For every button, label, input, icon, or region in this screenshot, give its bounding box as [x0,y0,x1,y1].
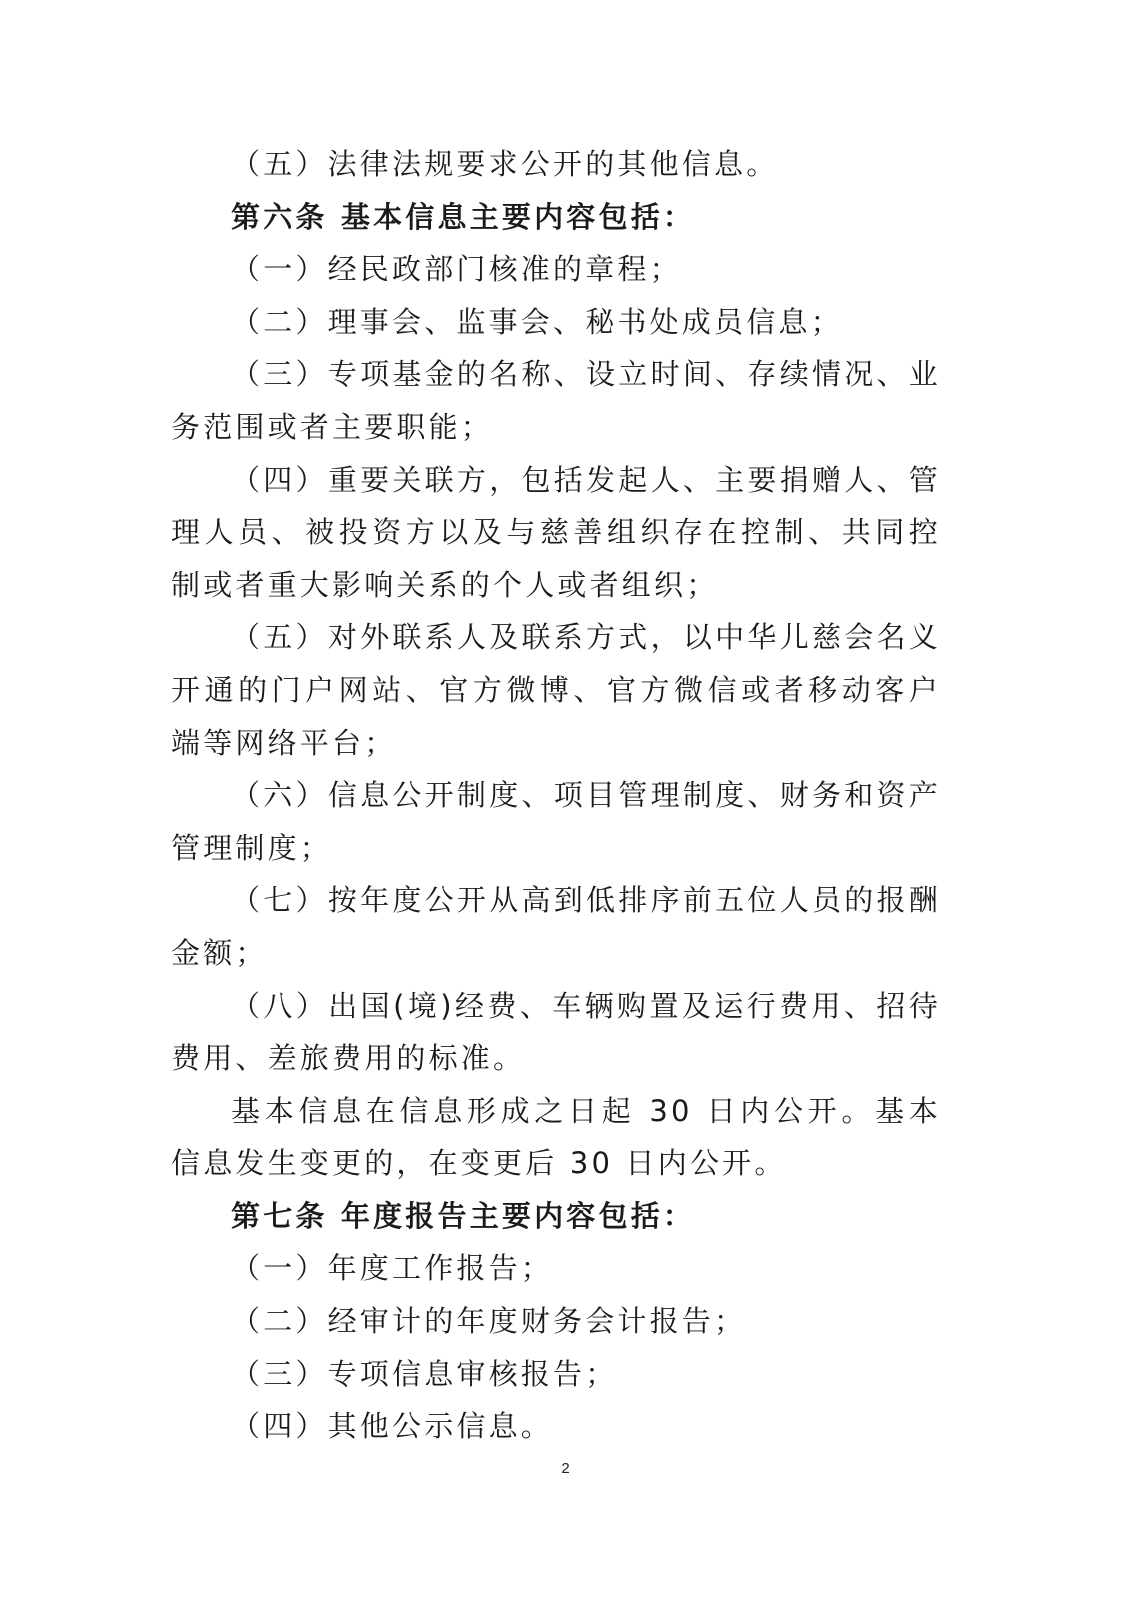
paragraph-special-audit-report: （三）专项信息审核报告； [231,1356,618,1391]
paragraph-top5-compensation: （七）按年度公开从高到低排序前五位人员的报酬金额； [171,883,941,970]
article-6-heading: 第六条 基本信息主要内容包括： [231,199,696,234]
paragraph-other-public-info: （四）其他公示信息。 [231,1409,554,1444]
document-body [171,138,941,1453]
paragraph-management-systems: （六）信息公开制度、项目管理制度、财务和资产管理制度； [171,778,941,865]
paragraph-item-5-other-info: （五）法律法规要求公开的其他信息。 [231,147,779,181]
paragraph-annual-work-report: （一）年度工作报告； [231,1251,554,1286]
paragraph-board-members: （二）理事会、监事会、秘书处成员信息； [231,304,843,339]
paragraph-audited-financial-report: （二）经审计的年度财务会计报告； [231,1304,747,1339]
article-7-heading: 第七条 年度报告主要内容包括： [231,1198,696,1233]
paragraph-special-funds: （三）专项基金的名称、设立时间、存续情况、业务范围或者主要职能； [171,357,941,444]
paragraph-expense-standards: （八）出国(境)经费、车辆购置及运行费用、招待费用、差旅费用的标准。 [171,988,941,1076]
page-number: 2 [561,1460,570,1477]
paragraph-related-parties: （四）重要关联方，包括发起人、主要捐赠人、管理人员、被投资方以及与慈善组织存在控制、共同控制或者重大影响关系的个人或者组织； [171,462,941,602]
paragraph-contacts-platforms: （五）对外联系人及联系方式，以中华儿慈会名义开通的门户网站、官方微博、官方微信或者移动客户端等网络平台； [171,620,941,760]
paragraph-disclosure-timing: 基本信息在信息形成之日起 30 日内公开。基本信息发生变更的，在变更后 30 日内公开。 [171,1093,941,1181]
paragraph-charter: （一）经民政部门核准的章程； [231,252,682,287]
